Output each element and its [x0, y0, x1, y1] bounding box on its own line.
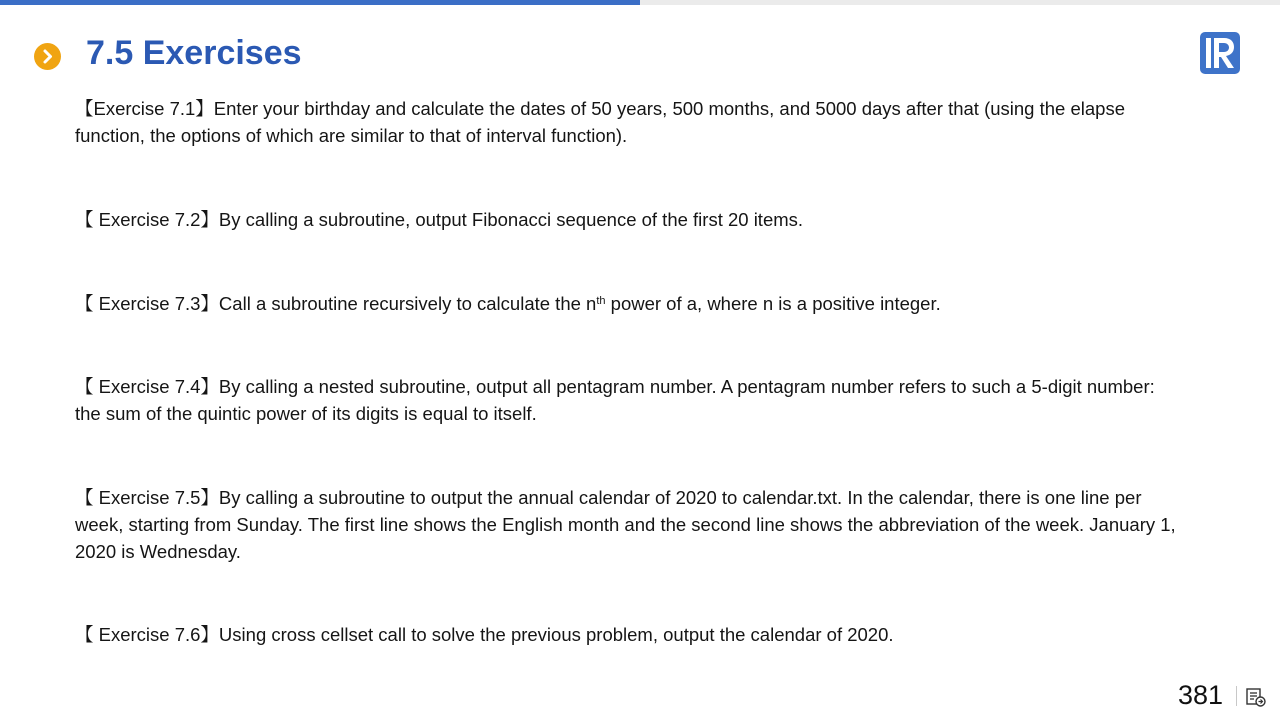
chevron-right-circle-icon — [34, 43, 61, 70]
slide-view-icon[interactable] — [1245, 686, 1267, 708]
exercise-7-3-text: 【 Exercise 7.3】Call a subroutine recursively to calculate the n — [75, 293, 597, 314]
progress-bar-fill — [0, 0, 640, 5]
progress-bar — [0, 0, 1280, 5]
exercise-7-4: 【 Exercise 7.4】By calling a nested subroutine, output all pentagram number. A pentagram number refers to such a 5-digit number: the sum of the quintic power of its digits is equal to itself. — [75, 376, 1155, 424]
exercise-7-1: 【Exercise 7.1】Enter your birthday and calculate the dates of 50 years, 500 months, and 5000 days after that (using the elapse function, the options of which are similar to that of interval function). — [75, 98, 1125, 146]
footer-divider — [1236, 686, 1237, 706]
page-title: 7.5 Exercises — [86, 34, 302, 72]
exercise-7-5: 【 Exercise 7.5】By calling a subroutine to output the annual calendar of 2020 to calendar.txt. In the calendar, there is one line per week, starting from Sunday. The first line shows the English month and the second line shows the abbreviation of the week. January 1, 2020 is Wednesday. — [75, 487, 1176, 562]
exercise-7-2: 【 Exercise 7.2】By calling a subroutine, output Fibonacci sequence of the first 20 items. — [75, 209, 804, 230]
exercise-7-3-text-end: power of a, where n is a positive integer. — [605, 293, 941, 314]
exercise-7-3-superscript: th — [596, 295, 606, 307]
exercise-7-3 — [75, 290, 1185, 317]
page-number: 381 — [1178, 680, 1224, 710]
exercise-7-6: 【 Exercise 7.6】Using cross cellset call to solve the previous problem, output the calendar of 2020. — [75, 624, 894, 645]
brand-r-logo-icon — [1199, 31, 1241, 75]
